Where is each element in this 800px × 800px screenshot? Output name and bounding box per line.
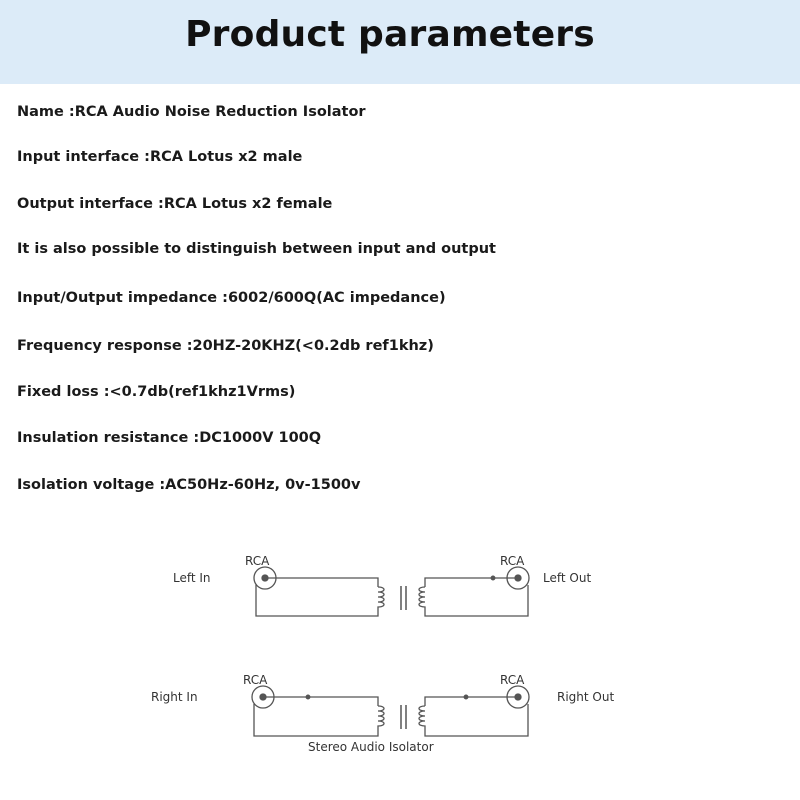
right-in-label: Right In — [151, 690, 198, 704]
left-channel-circuit — [254, 567, 529, 616]
right-channel-circuit — [252, 686, 529, 736]
header-banner — [0, 0, 800, 84]
right-in-rca-label: RCA — [243, 673, 268, 687]
left-in-label: Left In — [173, 571, 211, 585]
param-name: Name :RCA Audio Noise Reduction Isolator — [17, 104, 366, 120]
left-out-rca-label: RCA — [500, 554, 525, 568]
param-note: It is also possible to distinguish between input and output — [17, 241, 496, 257]
param-input-interface: Input interface :RCA Lotus x2 male — [17, 149, 303, 165]
param-output-interface: Output interface :RCA Lotus x2 female — [17, 196, 333, 212]
right-out-label: Right Out — [557, 690, 615, 704]
diagram-caption: Stereo Audio Isolator — [308, 740, 434, 754]
page-title: Product parameters — [185, 14, 595, 55]
param-impedance: Input/Output impedance :6002/600Q(AC impedance) — [17, 290, 446, 306]
param-frequency-response: Frequency response :20HZ-20KHZ(<0.2db ref1khz) — [17, 338, 434, 354]
circuit-svg — [0, 540, 800, 770]
param-isolation-voltage: Isolation voltage :AC50Hz-60Hz, 0v-1500v — [17, 477, 361, 493]
param-insulation-resistance: Insulation resistance :DC1000V 100Q — [17, 430, 322, 446]
left-in-rca-label: RCA — [245, 554, 270, 568]
param-fixed-loss: Fixed loss :<0.7db(ref1khz1Vrms) — [17, 384, 296, 400]
isolator-circuit-diagram — [0, 540, 800, 770]
left-out-label: Left Out — [543, 571, 592, 585]
right-out-rca-label: RCA — [500, 673, 525, 687]
